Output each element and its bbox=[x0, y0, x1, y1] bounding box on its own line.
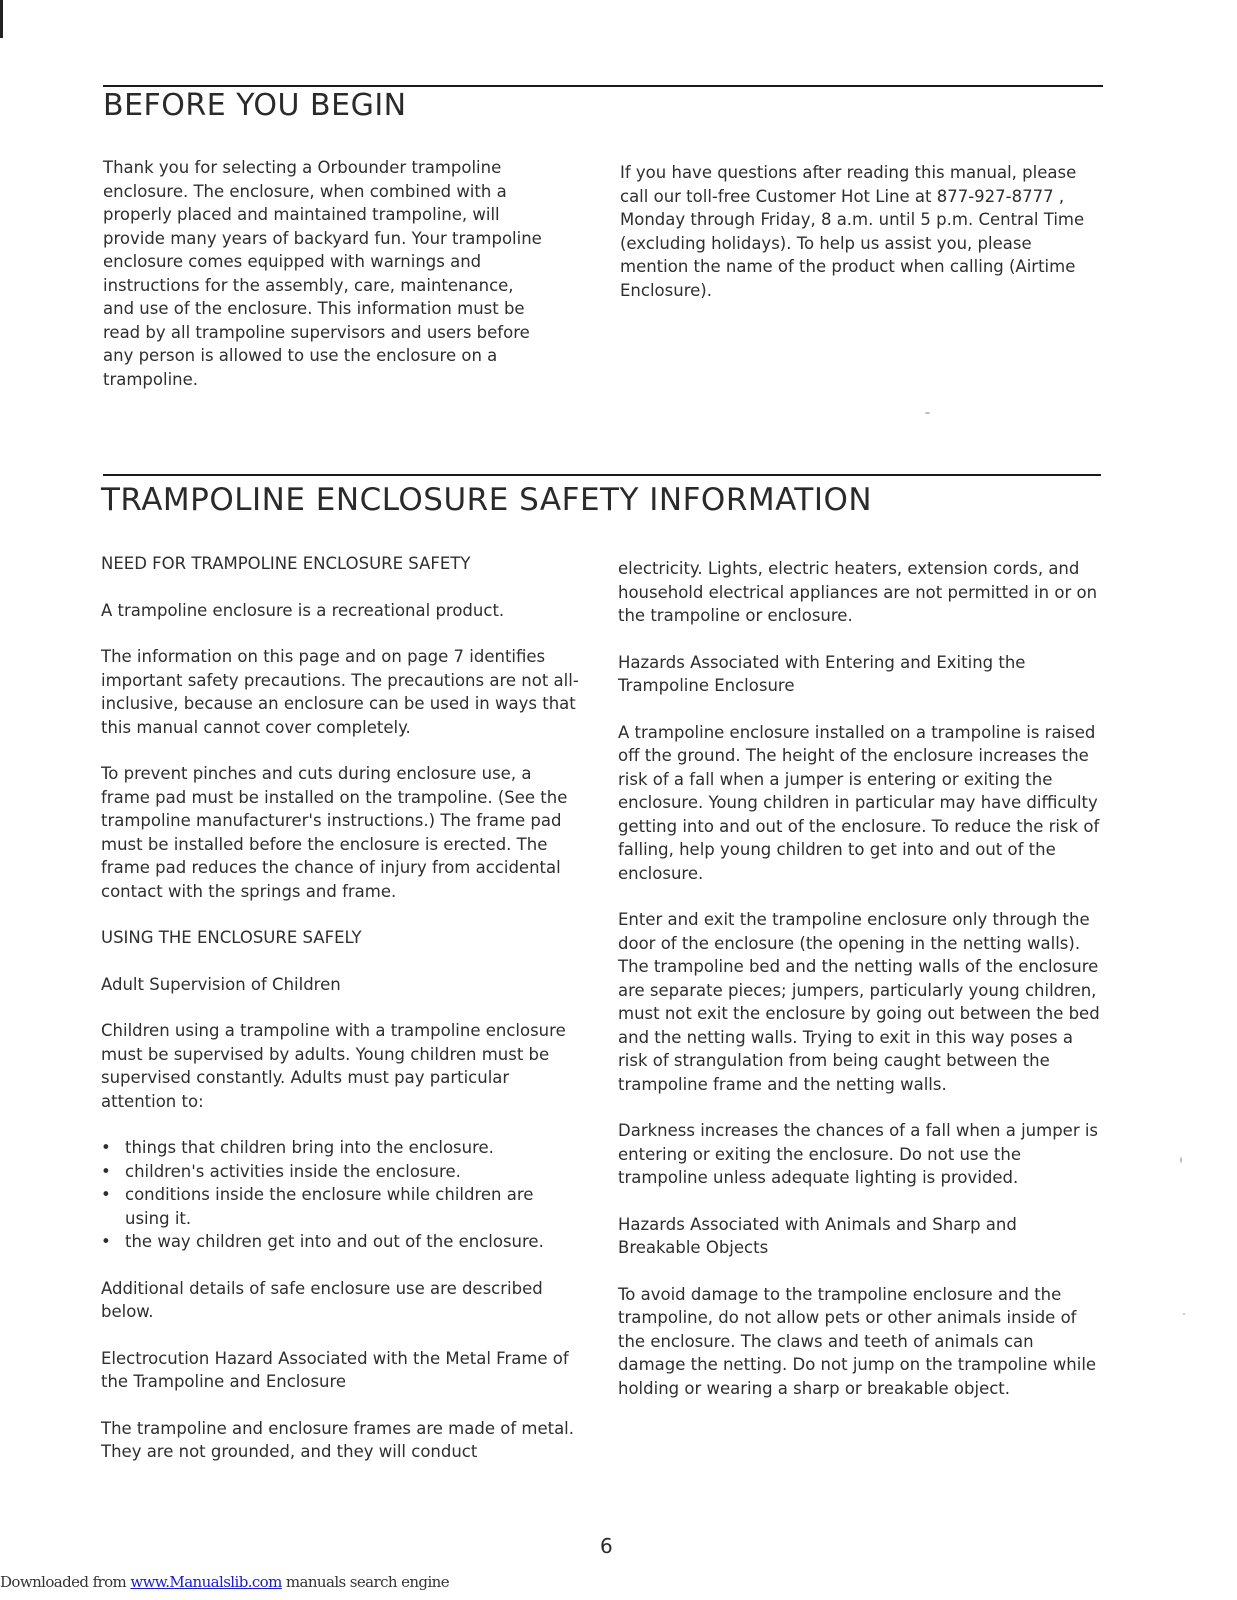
download-footer bbox=[0, 1573, 449, 1591]
list-item bbox=[101, 1136, 583, 1160]
intro-right-column bbox=[620, 161, 1090, 325]
safety-left-column bbox=[101, 552, 583, 1487]
list-item-text: conditions inside the enclosure while children are using it. bbox=[125, 1185, 534, 1228]
bullet-dot: • bbox=[101, 1232, 111, 1251]
footer-prefix: Downloaded from bbox=[0, 1573, 131, 1591]
intro-left-column bbox=[103, 156, 548, 414]
heading-electrocution-hazard: Electrocution Hazard Associated with the Metal Frame of the Trampoline and Enclosure bbox=[101, 1348, 569, 1391]
intro-paragraph: Thank you for selecting a Orbounder trampoline enclosure. The enclosure, when combined with a properly placed and maintained trampoline, will provide many years of backyard fun. Your trampoline enclosure comes equipped with warnings and instructions for the assembly, care, maintenance, and use of the enclosure. This information must be read by all trampoline supervisors and users before any person is allowed to use the enclosure on a trampoline. bbox=[103, 158, 542, 389]
paragraph-darkness: Darkness increases the chances of a fall when a jumper is entering or exiting the enclosure. Do not use the trampoline unless adequate lighting is provided. bbox=[618, 1121, 1099, 1187]
section-divider-before-you-begin bbox=[103, 85, 1103, 87]
heading-using-enclosure-safely: USING THE ENCLOSURE SAFELY bbox=[101, 928, 362, 947]
paragraph-pets: To avoid damage to the trampoline enclosure and the trampoline, do not allow pets or other animals inside of the enclosure. The claws and teeth of animals can damage the netting. Do not jump on the trampoline while holding or wearing a sharp or breakable object. bbox=[618, 1284, 1097, 1398]
section-divider-safety bbox=[103, 474, 1101, 476]
paragraph-raised-enclosure: A trampoline enclosure installed on a trampoline is raised off the ground. The height of the enclosure increases the risk of a fall when a jumper is entering or exiting the enclosure. Young children in particular may have difficulty getting into and out of the enclosure. To reduce the risk of falling, help young children to get into and out of the enclosure. bbox=[618, 722, 1100, 883]
list-item-text: children's activities inside the enclosure. bbox=[125, 1161, 461, 1181]
supervision-bullet-list bbox=[101, 1136, 583, 1254]
paragraph-electricity: electricity. Lights, electric heaters, extension cords, and household electrical appliances are not permitted in or on the trampoline or enclosure. bbox=[618, 559, 1098, 625]
bullet-dot: • bbox=[101, 1185, 111, 1204]
bullet-dot: • bbox=[101, 1161, 111, 1181]
scan-speck bbox=[925, 412, 930, 414]
list-item-text: the way children get into and out of the enclosure. bbox=[125, 1232, 544, 1251]
paragraph-additional-details: Additional details of safe enclosure use are described below. bbox=[101, 1278, 543, 1321]
paragraph-precautions: The information on this page and on page 7 identifies important safety precautions. The precautions are not all-inclusive, because an enclosure can be used in ways that this manual cannot cover completely. bbox=[101, 647, 579, 737]
list-item bbox=[101, 1183, 583, 1230]
paragraph-metal-frames: The trampoline and enclosure frames are made of metal. They are not grounded, and they will conduct bbox=[101, 1418, 575, 1461]
paragraph-door-usage: Enter and exit the trampoline enclosure only through the door of the enclosure (the opening in the netting walls). The trampoline bed and the netting walls of the enclosure are separate pieces; jumpers, particularly young children, must not exit the enclosure by going out between the bed and the netting walls. Trying to exit in this way poses a risk of strangulation from being caught between the trampoline frame and the netting walls. bbox=[618, 910, 1100, 1094]
scan-speck bbox=[1180, 1157, 1182, 1163]
manualslib-link[interactable]: www.Manualslib.com bbox=[130, 1573, 282, 1591]
section-title-before-you-begin: BEFORE YOU BEGIN bbox=[103, 88, 407, 123]
safety-right-column bbox=[618, 557, 1103, 1423]
section-title-safety-information: TRAMPOLINE ENCLOSURE SAFETY INFORMATION bbox=[101, 482, 873, 518]
paragraph-recreational: A trampoline enclosure is a recreational product. bbox=[101, 600, 505, 620]
paragraph-frame-pad: To prevent pinches and cuts during enclosure use, a frame pad must be installed on the trampoline. (See the trampoline manufacturer's instructions.) The frame pad must be installed before the enclosure is erected. The frame pad reduces the chance of injury from accidental contact with the springs and frame. bbox=[101, 764, 568, 901]
heading-entering-exiting: Hazards Associated with Entering and Exiting the Trampoline Enclosure bbox=[618, 652, 1026, 695]
list-item-text: things that children bring into the enclosure. bbox=[125, 1138, 494, 1157]
scan-speck bbox=[1183, 1313, 1185, 1315]
bullet-dot: • bbox=[101, 1138, 111, 1157]
paragraph-supervision: Children using a trampoline with a trampoline enclosure must be supervised by adults. Young children must be supervised constantly. Adults must pay particular attention to: bbox=[101, 1021, 566, 1111]
scan-edge-mark bbox=[0, 0, 3, 38]
footer-suffix: manuals search engine bbox=[281, 1573, 449, 1591]
hotline-paragraph: If you have questions after reading this manual, please call our toll-free Customer Hot Line at 877-927-8777 , Monday through Friday, 8 a.m. until 5 p.m. Central Time (excluding holidays). To help us assist you, please mention the name of the product when calling (Airtime Enclosure). bbox=[620, 163, 1085, 300]
heading-adult-supervision: Adult Supervision of Children bbox=[101, 974, 341, 994]
list-item bbox=[101, 1160, 583, 1184]
page-number: 6 bbox=[600, 1534, 613, 1558]
list-item bbox=[101, 1230, 583, 1254]
heading-animals-sharp-objects: Hazards Associated with Animals and Sharp and Breakable Objects bbox=[618, 1214, 1017, 1257]
heading-need-for-safety: NEED FOR TRAMPOLINE ENCLOSURE SAFETY bbox=[101, 554, 471, 573]
